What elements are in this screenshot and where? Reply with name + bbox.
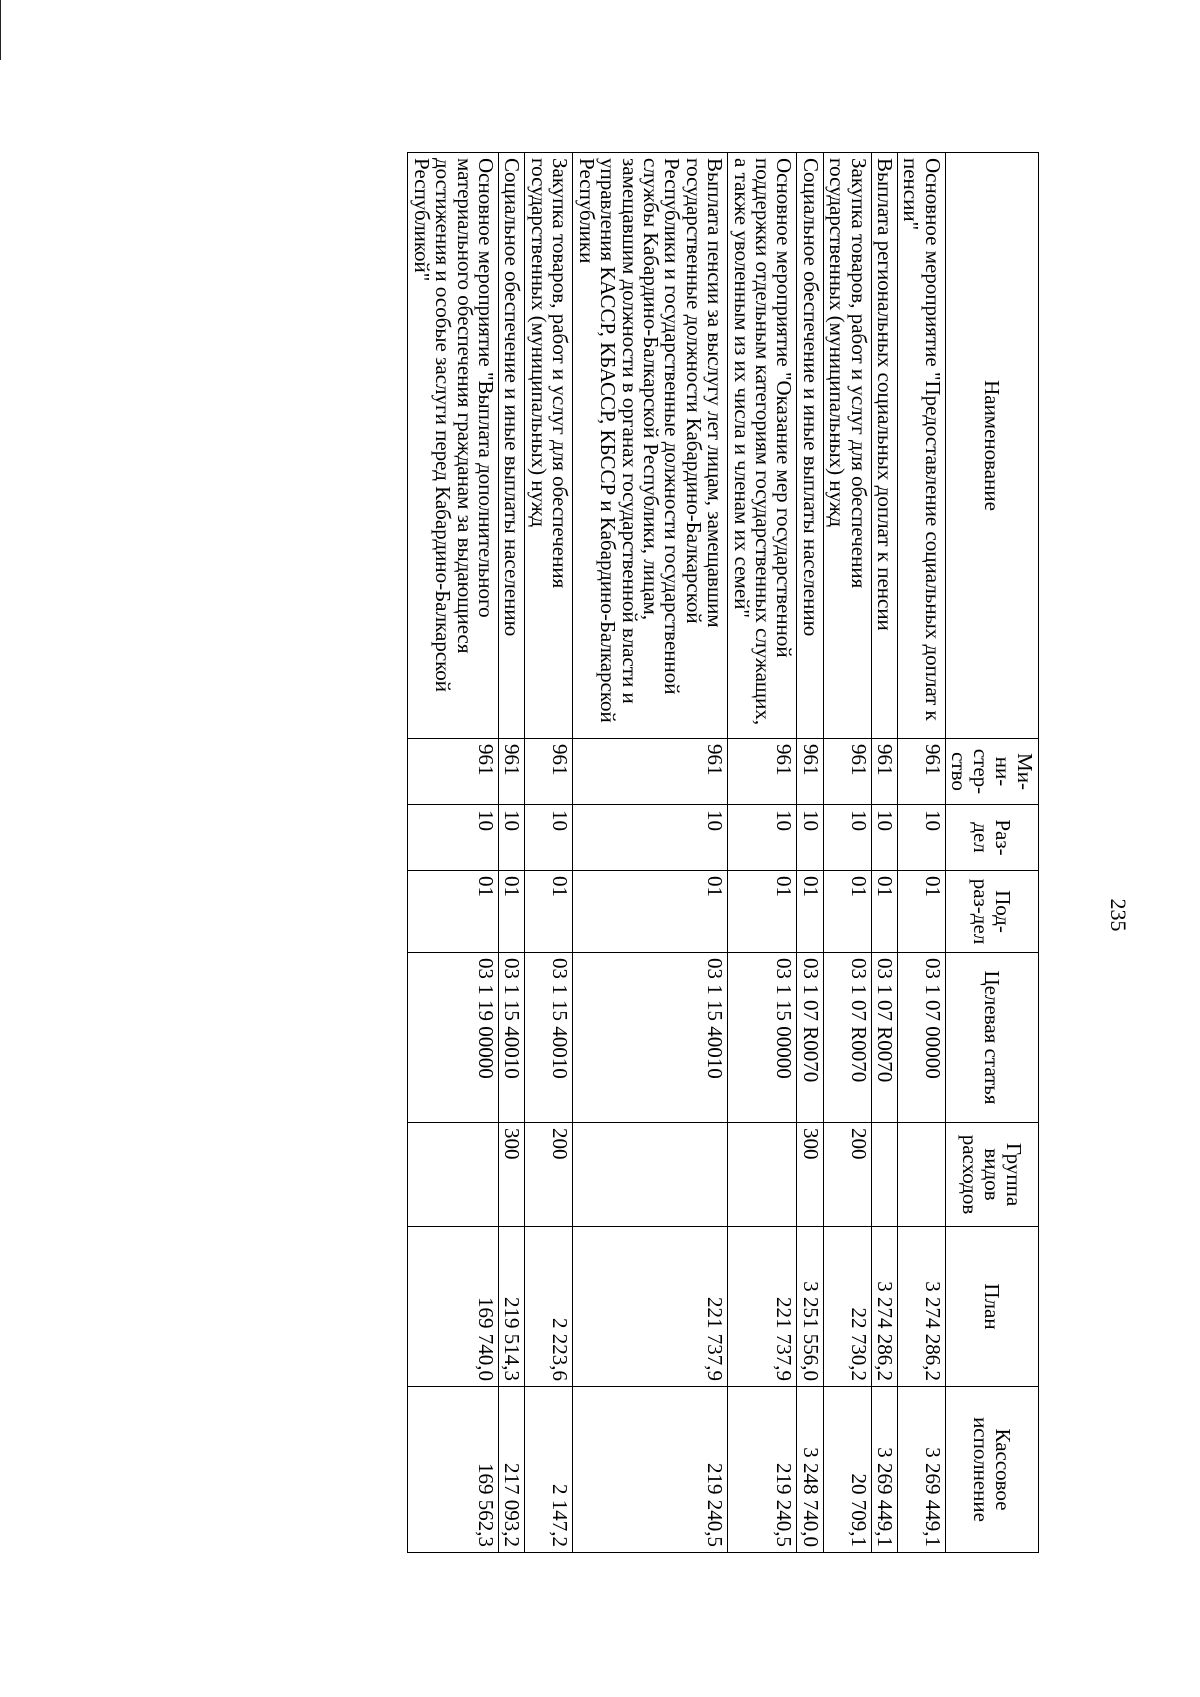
cell-group: 300: [499, 1123, 525, 1227]
header-name: Наименование: [945, 153, 1038, 739]
cell-plan: 3 274 286,2: [898, 1227, 946, 1387]
cell-group: [871, 1123, 897, 1227]
cell-ministry: 961: [573, 739, 728, 805]
cell-name: Закупка товаров, работ и услуг для обеспечения государственных (муниципальных) нужд: [823, 153, 871, 739]
cell-plan: 3 274 286,2: [871, 1227, 897, 1387]
page-edge-line: [0, 0, 7, 60]
cell-execution: 3 269 449,1: [898, 1387, 946, 1553]
cell-ministry: 961: [499, 739, 525, 805]
header-target: Целевая статья: [945, 953, 1038, 1123]
header-execution: Кассовое исполнение: [945, 1387, 1038, 1553]
cell-section: 10: [823, 805, 871, 871]
budget-table-sheet: [171, 152, 1039, 1552]
cell-target: 03 1 15 40010: [499, 953, 525, 1123]
cell-plan: 3 251 556,0: [797, 1227, 823, 1387]
cell-plan: 22 730,2: [823, 1227, 871, 1387]
cell-plan: 219 514,3: [499, 1227, 525, 1387]
cell-section: 10: [499, 805, 525, 871]
budget-table: [407, 152, 1039, 1553]
cell-name: Основное мероприятие "Выплата дополнительного материального обеспечения гражданам за выдающиеся достижения и особые заслуги перед Кабардино-Балкарской Республикой": [408, 153, 499, 739]
cell-ministry: 961: [408, 739, 499, 805]
cell-subsection: 01: [499, 871, 525, 953]
cell-target: 03 1 07 R0070: [797, 953, 823, 1123]
cell-subsection: 01: [898, 871, 946, 953]
cell-group: 200: [525, 1123, 573, 1227]
cell-name: Выплата пенсии за выслугу лет лицам, замещавшим государственные должности Кабардино-Балкарской Республики и государственные должности государственной службы Кабардино-Балкарской Республики, лицам, замещавшим должности в органах государственной власти и управления КАССР, КБАССР, КБССР и Кабардино-Балкарской Республики: [573, 153, 728, 739]
header-ministry: Ми-ни-стер-ство: [945, 739, 1038, 805]
table-row: [898, 153, 946, 1553]
cell-target: 03 1 07 R0070: [823, 953, 871, 1123]
table-row: [871, 153, 897, 1553]
cell-group: [408, 1123, 499, 1227]
cell-section: 10: [898, 805, 946, 871]
cell-name: Основное мероприятие "Предоставление социальных доплат к пенсии": [898, 153, 946, 739]
cell-name: Социальное обеспечение и иные выплаты населению: [499, 153, 525, 739]
cell-execution: 3 269 449,1: [871, 1387, 897, 1553]
cell-name: Выплата региональных социальных доплат к пенсии: [871, 153, 897, 739]
cell-subsection: 01: [797, 871, 823, 953]
table-row: [797, 153, 823, 1553]
cell-ministry: 961: [823, 739, 871, 805]
table-body: [408, 153, 945, 1553]
cell-ministry: 961: [898, 739, 946, 805]
cell-subsection: 01: [871, 871, 897, 953]
header-subsection: Под-раз-дел: [945, 871, 1038, 953]
cell-name: Социальное обеспечение и иные выплаты населению: [797, 153, 823, 739]
cell-ministry: 961: [871, 739, 897, 805]
cell-subsection: 01: [525, 871, 573, 953]
header-section: Раз-дел: [945, 805, 1038, 871]
cell-ministry: 961: [797, 739, 823, 805]
cell-ministry: 961: [728, 739, 797, 805]
cell-subsection: 01: [823, 871, 871, 953]
cell-target: 03 1 07 R0070: [871, 953, 897, 1123]
cell-execution: 217 093,2: [499, 1387, 525, 1553]
cell-section: 10: [871, 805, 897, 871]
cell-target: 03 1 07 00000: [898, 953, 946, 1123]
cell-section: 10: [525, 805, 573, 871]
cell-name: Основное мероприятие "Оказание мер государственной поддержки отдельным категориям государственных служащих, а также уволенным из их числа и членам их семей": [728, 153, 797, 739]
table-row: [408, 153, 499, 1553]
cell-target: 03 1 19 00000: [408, 953, 499, 1123]
cell-execution: 2 147,2: [525, 1387, 573, 1553]
cell-group: [728, 1123, 797, 1227]
cell-plan: 169 740,0: [408, 1227, 499, 1387]
cell-target: 03 1 15 40010: [525, 953, 573, 1123]
table-row: [499, 153, 525, 1553]
cell-target: 03 1 15 00000: [728, 953, 797, 1123]
cell-section: 10: [797, 805, 823, 871]
cell-group: [898, 1123, 946, 1227]
cell-execution: 219 240,5: [728, 1387, 797, 1553]
cell-section: 10: [408, 805, 499, 871]
cell-name: Закупка товаров, работ и услуг для обеспечения государственных (муниципальных) нужд: [525, 153, 573, 739]
table-row: [728, 153, 797, 1553]
header-plan: План: [945, 1227, 1038, 1387]
cell-group: 200: [823, 1123, 871, 1227]
cell-plan: 221 737,9: [728, 1227, 797, 1387]
cell-group: [573, 1123, 728, 1227]
cell-execution: 20 709,1: [823, 1387, 871, 1553]
cell-execution: 219 240,5: [573, 1387, 728, 1553]
table-row: [573, 153, 728, 1553]
header-group: Группа видов расходов: [945, 1123, 1038, 1227]
cell-plan: 221 737,9: [573, 1227, 728, 1387]
cell-execution: 169 562,3: [408, 1387, 499, 1553]
cell-plan: 2 223,6: [525, 1227, 573, 1387]
cell-section: 10: [573, 805, 728, 871]
table-header-row: [945, 153, 1038, 1553]
cell-ministry: 961: [525, 739, 573, 805]
table-row: [525, 153, 573, 1553]
page-number: 235: [1106, 898, 1131, 932]
cell-group: 300: [797, 1123, 823, 1227]
cell-target: 03 1 15 40010: [573, 953, 728, 1123]
cell-subsection: 01: [728, 871, 797, 953]
table-row: [823, 153, 871, 1553]
cell-subsection: 01: [408, 871, 499, 953]
cell-execution: 3 248 740,0: [797, 1387, 823, 1553]
cell-subsection: 01: [573, 871, 728, 953]
cell-section: 10: [728, 805, 797, 871]
